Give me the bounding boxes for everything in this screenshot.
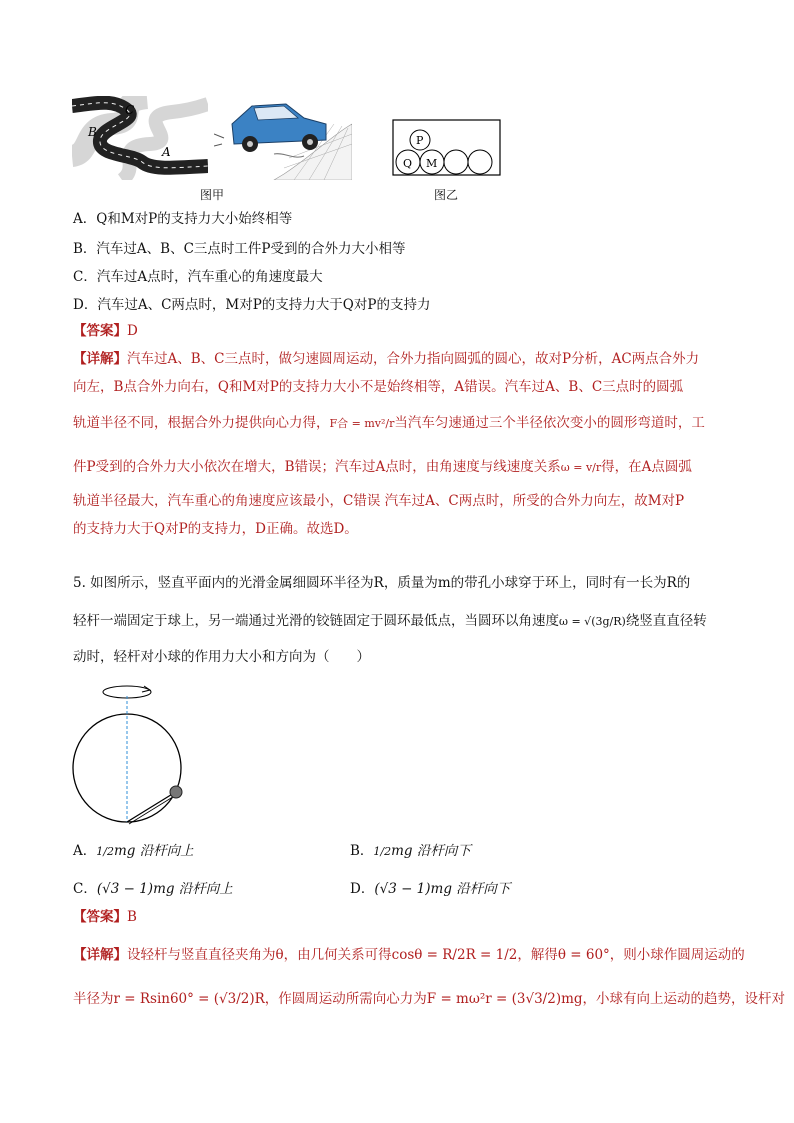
q4-answer-tag: 【答案】 xyxy=(73,323,127,339)
road-label-a: A xyxy=(162,145,171,159)
q5-answer xyxy=(73,908,137,926)
q5-option-d-text: mg 沿杆向下 xyxy=(430,881,511,897)
q5-option-d-label: D． xyxy=(350,881,375,897)
q5-stem-line-1: 5. 如图所示，竖直平面内的光滑金属细圆环半径为R，质量为m的带孔小球穿于环上，同时有一长为R的 xyxy=(73,575,691,591)
q4-detail-text-4: 件P受到的合外力大小依次在增大，B错误；汽车过A点时，由角速度与线速度关系 xyxy=(73,459,561,475)
q5-figure xyxy=(70,680,190,830)
ball-label-q: Q xyxy=(403,157,413,170)
q5-detail-line-2: 半径为r = Rsin60° = (√3/2)R，作圆周运动所需向心力为F = mω²r = (3√3/2)mg，小球有向上运动的趋势，设杆对 xyxy=(73,991,786,1007)
q5-option-c-coef: (√3 − 1) xyxy=(96,881,154,897)
car-turning-image xyxy=(214,94,352,180)
q4-option-d: D．汽车过A、C两点时，M对P的支持力大于Q对P的支持力 xyxy=(73,297,431,313)
q5-answer-tag: 【答案】 xyxy=(73,909,127,925)
q5-option-a-text: mg 沿杆向上 xyxy=(113,843,194,859)
q5-option-a-label: A． xyxy=(73,843,97,859)
q4-detail-text-1: 汽车过A、B、C三点时，做匀速圆周运动，合外力指向圆弧的圆心，故对P分析，AC两点合外力 xyxy=(127,351,700,367)
q5-option-b-coef: 1/2 xyxy=(373,845,392,858)
q4-detail-text-4b: 得，在A点圆弧 xyxy=(601,459,692,475)
q4-detail-line-3 xyxy=(73,414,705,433)
q4-detail-line-5: 轨道半径最大，汽车重心的角速度应该最小，C错误 汽车过A、C两点时，所受的合外力向左，故M对P xyxy=(73,493,685,509)
light-rod xyxy=(127,793,174,822)
q5-option-b-text: mg 沿杆向下 xyxy=(391,843,471,859)
caption-fig-a: 图甲 xyxy=(200,188,225,202)
winding-road-image xyxy=(72,96,208,180)
q4-option-a: A．Q和M对P的支持力大小始终相等 xyxy=(73,211,293,227)
q5-option-c-label: C． xyxy=(73,881,97,897)
q4-detail-line-6: 的支持力大于Q对P的支持力，D正确。故选D。 xyxy=(73,521,358,537)
q5-detail-line-1 xyxy=(73,946,745,964)
q5-option-d xyxy=(350,880,510,898)
q5-detail-tag: 【详解】 xyxy=(73,947,127,963)
q5-omega-formula: ω = √(3g/R) xyxy=(559,615,626,628)
q4-detail-line-2: 向左，B点合外力向右，Q和M对P的支持力大小不是始终相等，A错误。汽车过A、B、C三点时的圆弧 xyxy=(73,379,684,395)
road-label-b: B xyxy=(88,125,97,139)
ball-label-m: M xyxy=(426,157,438,170)
q5-option-d-coef: (√3 − 1) xyxy=(374,881,431,897)
q5-option-c-text: mg 沿杆向上 xyxy=(153,881,233,897)
balls-in-box-diagram xyxy=(392,119,502,177)
q5-option-b-label: B． xyxy=(350,843,374,859)
figure-car xyxy=(214,94,352,180)
q4-detail-text-3b: 当汽车匀速通过三个半径依次变小的圆形弯道时，工 xyxy=(394,415,705,431)
q5-stem-text-2b: 绕竖直直径转 xyxy=(625,613,707,629)
q4-answer-value: D xyxy=(127,323,138,339)
caption-fig-b: 图乙 xyxy=(434,188,459,202)
q4-detail-text-3: 轨道半径不同，根据合外力提供向心力得， xyxy=(73,415,330,431)
q5-answer-value: B xyxy=(127,909,137,925)
q4-option-b: B．汽车过A、B、C三点时工件P受到的合外力大小相等 xyxy=(73,241,406,257)
q4-detail-line-4 xyxy=(73,458,692,477)
q5-option-c xyxy=(73,880,233,898)
figure-balls-box xyxy=(392,119,502,177)
q5-stem-text-2: 轻杆一端固定于球上，另一端通过光滑的铰链固定于圆环最低点，当圆环以角速度 xyxy=(73,613,559,629)
figure-road xyxy=(72,96,208,180)
road-label-c: C xyxy=(125,103,135,117)
ball-label-p: P xyxy=(416,134,424,147)
small-ball xyxy=(170,786,182,798)
q4-answer xyxy=(73,322,138,340)
q5-detail-text-1: 设轻杆与竖直直径夹角为θ，由几何关系可得cosθ = R/2R = 1/2，解得θ = 60°，则小球作圆周运动的 xyxy=(127,947,745,963)
q5-option-b xyxy=(350,842,471,861)
q4-formula-w: ω = v/r xyxy=(560,461,602,474)
q4-formula-f: F合 = mv²/r xyxy=(329,417,395,430)
q4-option-c: C．汽车过A点时，汽车重心的角速度最大 xyxy=(73,269,323,285)
q5-option-a-coef: 1/2 xyxy=(96,845,114,858)
q4-detail-tag: 【详解】 xyxy=(73,351,127,367)
q5-stem-line-2 xyxy=(73,612,707,631)
q4-detail-line-1 xyxy=(73,350,699,368)
q5-stem-line-3: 动时，轻杆对小球的作用力大小和方向为（ ） xyxy=(73,649,370,665)
ring-rod-diagram xyxy=(70,680,190,830)
q5-option-a xyxy=(73,842,194,861)
